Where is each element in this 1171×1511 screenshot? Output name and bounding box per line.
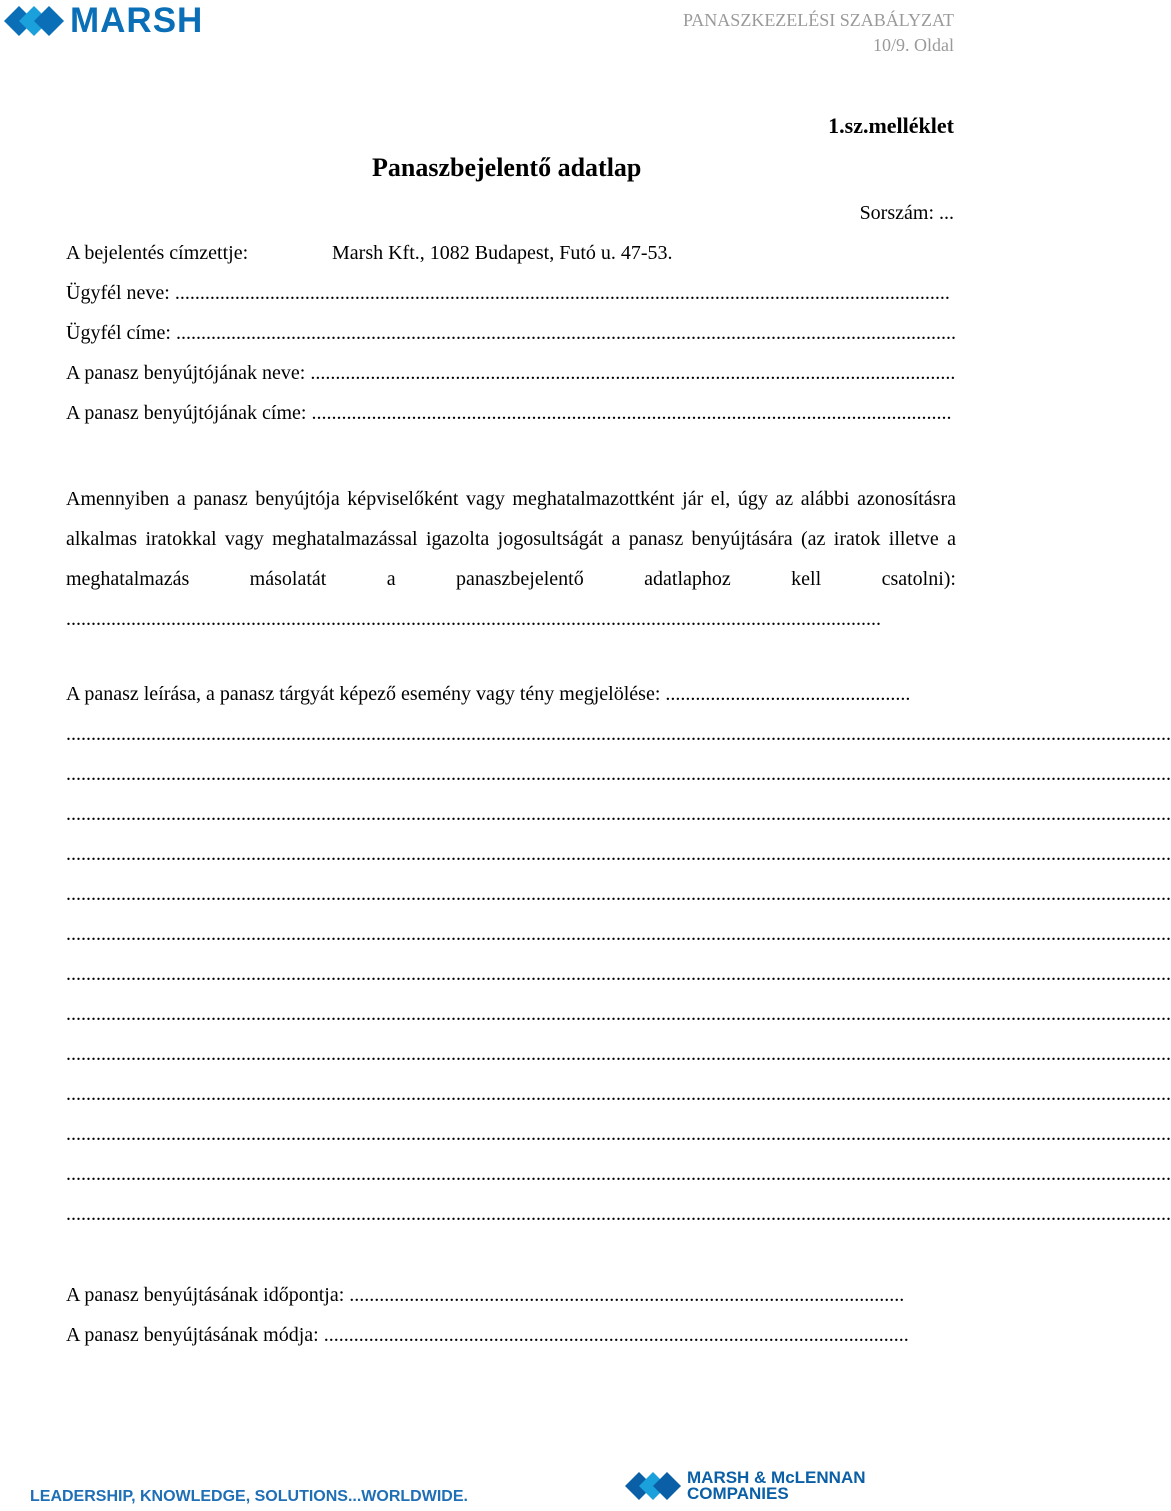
recipient-label: A bejelentés címzettje: (66, 242, 249, 264)
dotted-line: ............................................................................................................................................................................................................................. (66, 963, 1171, 985)
mmc-line-1: MARSH & McLENNAN (687, 1468, 866, 1487)
annex-label: 1.sz.melléklet (828, 113, 954, 138)
marsh-logo (4, 3, 203, 39)
representative-paragraph: Amennyiben a panasz benyújtója képviselőként vagy meghatalmazottként jár el, úgy az alábbi azonosításra alkalmas iratokkal vagy meghatalmazással igazolta jogosultságát a panasz benyújtására (az iratok illetve a meghatalmazás másolatát a panaszbejelentő adatlaphoz kell csatolni): ................................................................................................................................................................... (66, 488, 956, 630)
dotted-line: ............................................................................................................................................................................................................................. (66, 763, 1171, 785)
description-label: A panasz leírása, a panasz tárgyát képező esemény vagy tény megjelölése: ................................................. (66, 683, 911, 705)
dotted-line: ............................................................................................................................................................................................................................. (66, 723, 1171, 745)
submitter-name-field: A panasz benyújtójának neve: ................................................................................................................................. (66, 362, 956, 384)
client-name-field: Ügyfél neve: ........................................................................................................................................................... (66, 282, 950, 304)
brand-name: MARSH (70, 1, 204, 40)
dotted-line: ............................................................................................................................................................................................................................. (66, 923, 1171, 945)
dotted-line: ............................................................................................................................................................................................................................. (66, 883, 1171, 905)
form-title: Panaszbejelentő adatlap (372, 153, 642, 182)
dotted-line: ............................................................................................................................................................................................................................. (66, 1043, 1171, 1065)
document-title: PANASZKEZELÉSI SZABÁLYZAT (682, 10, 954, 30)
dotted-line: ............................................................................................................................................................................................................................. (66, 843, 1171, 865)
recipient-value: Marsh Kft., 1082 Budapest, Futó u. 47-53. (332, 242, 673, 264)
mmc-logo (625, 1469, 866, 1503)
dotted-line: ............................................................................................................................................................................................................................. (66, 1083, 1171, 1105)
serial-number: Sorszám: ... (859, 202, 954, 224)
footer-slogan: LEADERSHIP, KNOWLEDGE, SOLUTIONS...WORLDWIDE. (30, 1488, 468, 1505)
dotted-line: ............................................................................................................................................................................................................................. (66, 1003, 1171, 1025)
mmc-logo-icon (625, 1469, 681, 1503)
submission-method-field: A panasz benyújtásának módja: ..................................................................................................................... (66, 1324, 909, 1346)
submission-date-field: A panasz benyújtásának időpontja: ............................................................................................................... (66, 1284, 905, 1306)
dotted-line: ............................................................................................................................................................................................................................. (66, 1203, 1171, 1225)
client-address-field: Ügyfél címe: ............................................................................................................................................................ (66, 322, 956, 344)
dotted-line: ............................................................................................................................................................................................................................. (66, 1163, 1171, 1185)
dotted-line: ............................................................................................................................................................................................................................. (66, 1123, 1171, 1145)
page-number: 10/9. Oldal (873, 35, 954, 55)
mmc-line-2: COMPANIES (687, 1484, 789, 1503)
dotted-line: ............................................................................................................................................................................................................................. (66, 803, 1171, 825)
submitter-address-field: A panasz benyújtójának címe: ................................................................................................................................ (66, 402, 952, 424)
marsh-logo-icon (4, 6, 64, 36)
